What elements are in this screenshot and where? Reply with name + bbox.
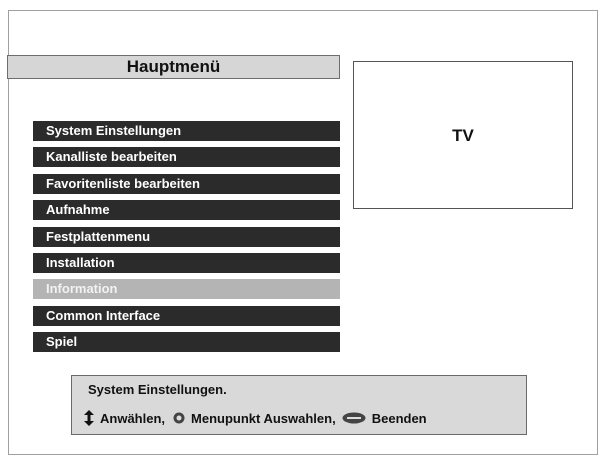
main-menu: [33, 121, 340, 359]
tv-preview-window: [353, 61, 573, 209]
menu-item-festplattenmenu[interactable]: Festplattenmenu: [33, 227, 340, 247]
hint-exit-label: Beenden: [371, 410, 427, 426]
menu-button-icon: [342, 412, 366, 424]
key-hint-row: [84, 410, 427, 426]
hint-select-label: Anwählen,: [100, 410, 166, 426]
page-title: Hauptmenü: [7, 55, 340, 79]
menu-item-installation[interactable]: Installation: [33, 253, 340, 273]
menu-item-favoritenliste-bearbeiten[interactable]: Favoritenliste bearbeiten: [33, 174, 340, 194]
ok-button-icon: [173, 412, 185, 424]
info-description: System Einstellungen.: [88, 382, 227, 397]
menu-item-information[interactable]: Information: [33, 279, 340, 299]
menu-item-aufnahme[interactable]: Aufnahme: [33, 200, 340, 220]
menu-item-common-interface[interactable]: Common Interface: [33, 306, 340, 326]
menu-item-system-einstellungen[interactable]: System Einstellungen: [33, 121, 340, 141]
tv-preview-label: TV: [452, 126, 474, 145]
up-down-arrow-icon: [84, 410, 94, 426]
menu-item-spiel[interactable]: Spiel: [33, 332, 340, 352]
info-panel: [71, 375, 527, 435]
menu-item-kanalliste-bearbeiten[interactable]: Kanalliste bearbeiten: [33, 147, 340, 167]
hint-confirm-label: Menupunkt Auswahlen,: [191, 410, 336, 426]
